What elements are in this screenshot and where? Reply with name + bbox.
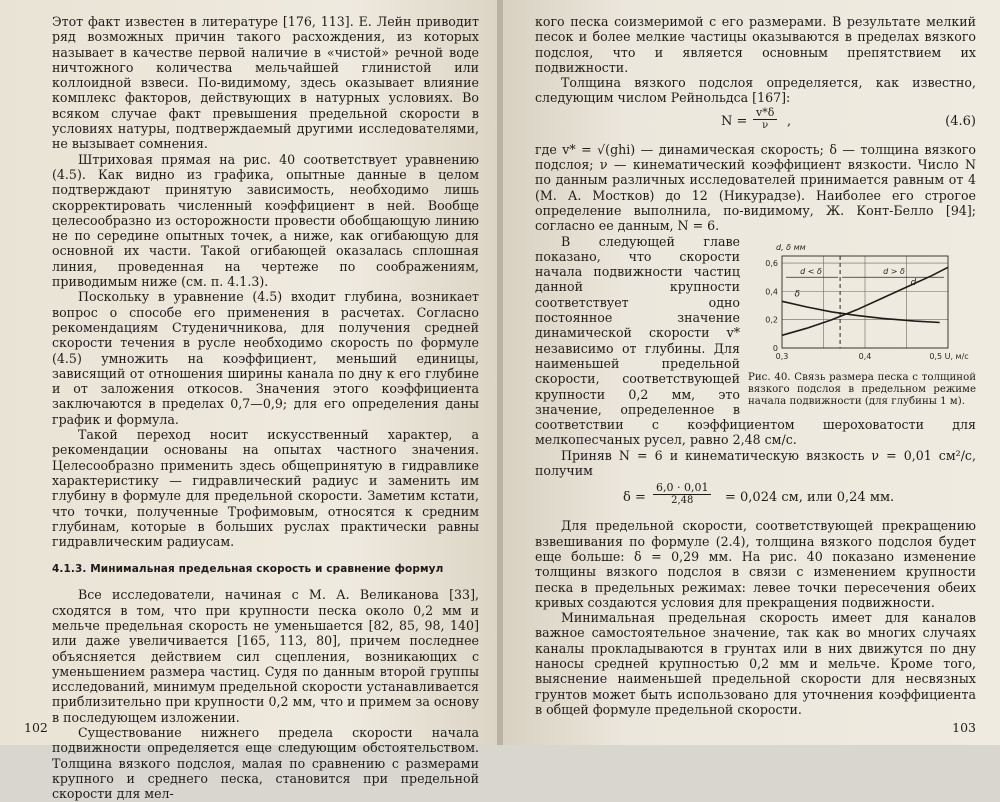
right-page — [503, 0, 1000, 745]
left-page — [0, 0, 497, 802]
formula-lhs: N = — [721, 113, 748, 129]
page-number: 103 — [952, 720, 976, 735]
paragraph: Приняв N = 6 и кинематическую вязкость ν = 0,01 см²/с, получим — [535, 447, 976, 479]
paragraph: Минимальная предельная скорость имеет для каналов важное самостоятельное значение, так как во многих случаях каналы прокладываются в грунтах или в них движутся по дну наносы средней крупностью 0,2 мм и мельче. Кроме того, выяснение наименьшей предельной скорости для несвязных грунтов может быть использовано для уточнения коэффициента в общей формуле предельной скорости. — [535, 610, 976, 717]
formula-number: (4.6) — [945, 113, 976, 129]
formula-numerator: v*δ — [753, 106, 777, 120]
formula-denominator: ν — [762, 119, 769, 131]
paragraph: Штриховая прямая на рис. 40 соответствует уравнению (4.5). Как видно из графика, опытные данные в целом подтверждают принятую зависимость, необходимо лишь скорректировать численный коэффициент в ней. Вообще целесообразно из осторожности провести обобщающую линию не по середине опытных точек, а ниже, как огибающую для основной их части. Такой огибающей оказалась сплошная линия, проведенная на чертеже по соображениям, приводимым ниже (см. п. 4.1.3). — [52, 151, 479, 290]
y-tick-label: 0 — [772, 343, 778, 353]
region-label-left: d < δ — [800, 266, 822, 276]
formula-4-6 — [535, 106, 976, 142]
figure-flow — [535, 234, 976, 448]
series-label-d: d — [910, 277, 917, 288]
series-label-delta: δ — [794, 288, 800, 299]
page-number: 102 — [24, 720, 48, 735]
paragraph: Такой переход носит искусственный характер, а рекомендации основаны на опытах частного значения. Целесообразно применить здесь общепринятую в гидравлике характеристику — гидравлический радиус и заменить им глубину в формуле для предельной скорости. Заметим кстати, что точки, полученные Трофимовым, относятся к средним глубинам, которые в больших руслах практически равны гидравлическим радиусам. — [52, 427, 479, 550]
figure-caption: Рис. 40. Связь размера песка с толщиной вязкого подслоя в предельном режиме начала подвижности (для глубины 1 м). — [748, 371, 976, 408]
paragraph: Все исследователи, начиная с М. А. Великанова [33], сходятся в том, что при крупности песка около 0,2 мм и мельче предельная скорость не уменьшается [82, 85, 98, 140] или даже увеличивается [165, 113, 80], причем последнее объясняется действием сил сцепления, возникающих с уменьшением размера частиц. Судя по данным второй группы исследований, минимум предельной скорости устанавливается приблизительно при крупности 0,2 мм, что и примем за основу в последующем изложении. — [52, 587, 479, 725]
y-tick-label: 0,2 — [765, 315, 778, 325]
figure-40 — [748, 238, 976, 409]
paragraph: Для предельной скорости, соответствующей прекращению взвешивания по формуле (2.4), толщина вязкого подслоя будет еще больше: δ = 0,29 мм. На рис. 40 показано изменение толщины вязкого подслоя в связи с изменением крупности песка в предельных режимах: левее точки пересечения обеих кривых создаются условия для прекращения подвижности. — [535, 518, 976, 610]
paragraph: Толщина вязкого подслоя определяется, как известно, следующим числом Рейнольдса [167]: — [535, 75, 976, 106]
paragraph: В следующей главе показано, что скорости начала подвижности частиц данной крупности соответствует одно постоянное значение динамической скорости v* независимо от глубины. Для наименьшей предельной скорости, соответствующей крупности 0,2 мм, это значение, определенное в соответствии с коэффициентом шероховатости для мелкопесчаных русел, равно 2,48 см/с. — [535, 233, 976, 448]
figure-40-chart — [748, 238, 976, 368]
formula-tail: , — [787, 113, 792, 129]
formula-fraction — [653, 481, 711, 506]
formula-delta — [535, 478, 976, 518]
formula-fraction — [753, 106, 777, 131]
x-axis-label: 0,5 U, м/с — [929, 351, 969, 361]
formula-rhs: = 0,024 см, или 0,24 мм. — [725, 490, 895, 506]
paragraph: Этот факт известен в литературе [176, 113]. Е. Лейн приводит ряд возможных причин такого расхождения, из которых называет в качестве первой наличие в «чистой» речной воде ничтожного количества мельчайшей глинистой или коллоидной взвеси. По-видимому, здесь оказывает влияние комплекс факторов, действующих в натурных условиях. Во всяком случае факт превышения предельной скорости в условиях натуры, подтверждаемый другими исследователями, не вызывает сомнения. — [52, 14, 479, 152]
region-label-right: d > δ — [883, 266, 905, 276]
formula-denominator: 2,48 — [671, 495, 694, 507]
paragraph: Поскольку в уравнение (4.5) входит глубина, возникает вопрос о способе его применения в расчетах. Согласно рекомендациям Студеничникова, для получения средней скорости течения в русле необходимо скорость по формуле (4.5) умножить на коэффициент, меньший единицы, зависящий от отношения ширины канала по дну к его глубине и от заложения откосов. Значения этого коэффициента заключаются в пределах 0,7—0,9; для его определения даны график и формула. — [52, 289, 479, 427]
section-heading: 4.1.3. Минимальная предельная скорость и сравнение формул — [52, 563, 444, 576]
formula-numerator: 6,0 · 0,01 — [653, 481, 711, 495]
paragraph: кого песка соизмеримой с его размерами. В результате мелкий песок и более мелкие частицы оказываются в пределах вязкого подслоя, что и является основным препятствием их подвижности. — [535, 14, 976, 75]
x-tick-label: 0,3 — [775, 351, 789, 361]
y-tick-label: 0,4 — [765, 286, 778, 296]
paragraph: Существование нижнего предела скорости начала подвижности определяется еще следующим обстоятельством. Толщина вязкого подслоя, малая по сравнению с размерами крупного и среднего песка, становится при предельной скорости для мел- — [52, 725, 479, 802]
x-tick-label: 0,4 — [858, 351, 872, 361]
y-tick-label: 0,6 — [765, 258, 778, 268]
formula-lhs: δ = — [623, 490, 646, 506]
series-line-delta — [782, 301, 940, 322]
paragraph: где v* = √(ghi) — динамическая скорость; δ — толщина вязкого подслоя; ν — кинематический коэффициент вязкости. Число N по данным различных исследователей принимается равным от 4 (М. А. Мостков) до 12 (Никурадзе). Наиболее его строгое определение выполнила, по-видимому, Ж. Конт-Белло [94]; согласно ее данным, N = 6. — [535, 141, 976, 234]
y-axis-label: d, δ мм — [776, 242, 806, 252]
